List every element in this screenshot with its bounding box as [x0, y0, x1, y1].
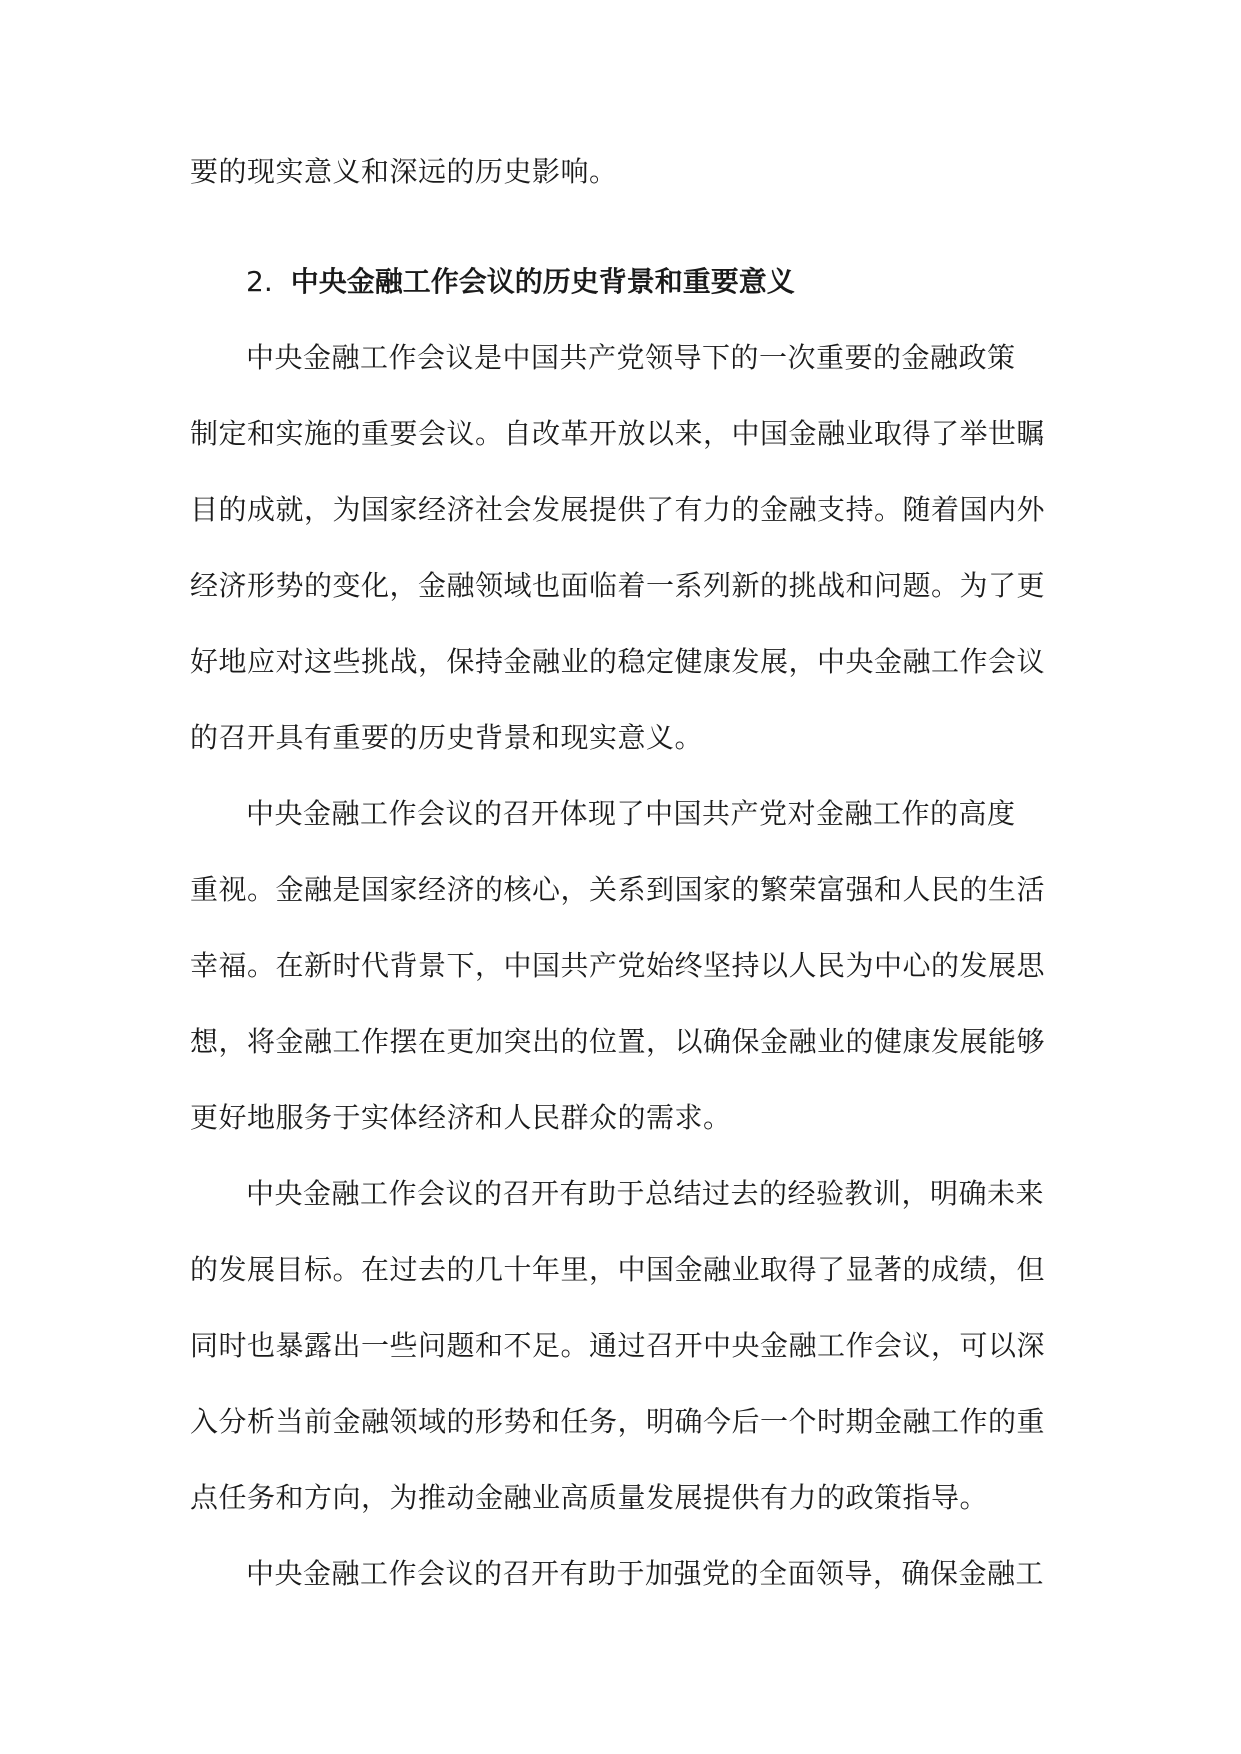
paragraph-line: 幸福。在新时代背景下，中国共产党始终坚持以人民为中心的发展思 — [190, 949, 1046, 982]
paragraph-line: 同时也暴露出一些问题和不足。通过召开中央金融工作会议，可以深 — [190, 1329, 1046, 1362]
paragraph-line: 中央金融工作会议是中国共产党领导下的一次重要的金融政策 — [246, 341, 1016, 374]
paragraph-line: 的发展目标。在过去的几十年里，中国金融业取得了显著的成绩，但 — [190, 1253, 1046, 1286]
paragraph-line: 入分析当前金融领域的形势和任务，明确今后一个时期金融工作的重 — [190, 1405, 1046, 1438]
paragraph-line: 经济形势的变化，金融领域也面临着一系列新的挑战和问题。为了更 — [190, 569, 1046, 602]
paragraph-line: 中央金融工作会议的召开有助于总结过去的经验教训，明确未来 — [246, 1177, 1045, 1210]
paragraph-line: 中央金融工作会议的召开有助于加强党的全面领导，确保金融工 — [246, 1557, 1045, 1590]
paragraph-line: 好地应对这些挑战，保持金融业的稳定健康发展，中央金融工作会议 — [190, 645, 1046, 678]
section-title: 中央金融工作会议的历史背景和重要意义 — [290, 265, 795, 298]
carryover-line: 要的现实意义和深远的历史影响。 — [190, 155, 618, 188]
paragraph-line: 点任务和方向，为推动金融业高质量发展提供有力的政策指导。 — [190, 1481, 989, 1514]
paragraph-line: 制定和实施的重要会议。自改革开放以来，中国金融业取得了举世瞩 — [190, 417, 1046, 450]
section-heading — [246, 262, 795, 302]
section-number: 2. — [246, 265, 273, 298]
paragraph-line: 目的成就，为国家经济社会发展提供了有力的金融支持。随着国内外 — [190, 493, 1046, 526]
paragraph-line: 中央金融工作会议的召开体现了中国共产党对金融工作的高度 — [246, 797, 1016, 830]
paragraph-line: 想，将金融工作摆在更加突出的位置，以确保金融业的健康发展能够 — [190, 1025, 1046, 1058]
paragraph-line: 更好地服务于实体经济和人民群众的需求。 — [190, 1101, 732, 1134]
paragraph-line: 重视。金融是国家经济的核心，关系到国家的繁荣富强和人民的生活 — [190, 873, 1046, 906]
paragraph-line: 的召开具有重要的历史背景和现实意义。 — [190, 721, 704, 754]
